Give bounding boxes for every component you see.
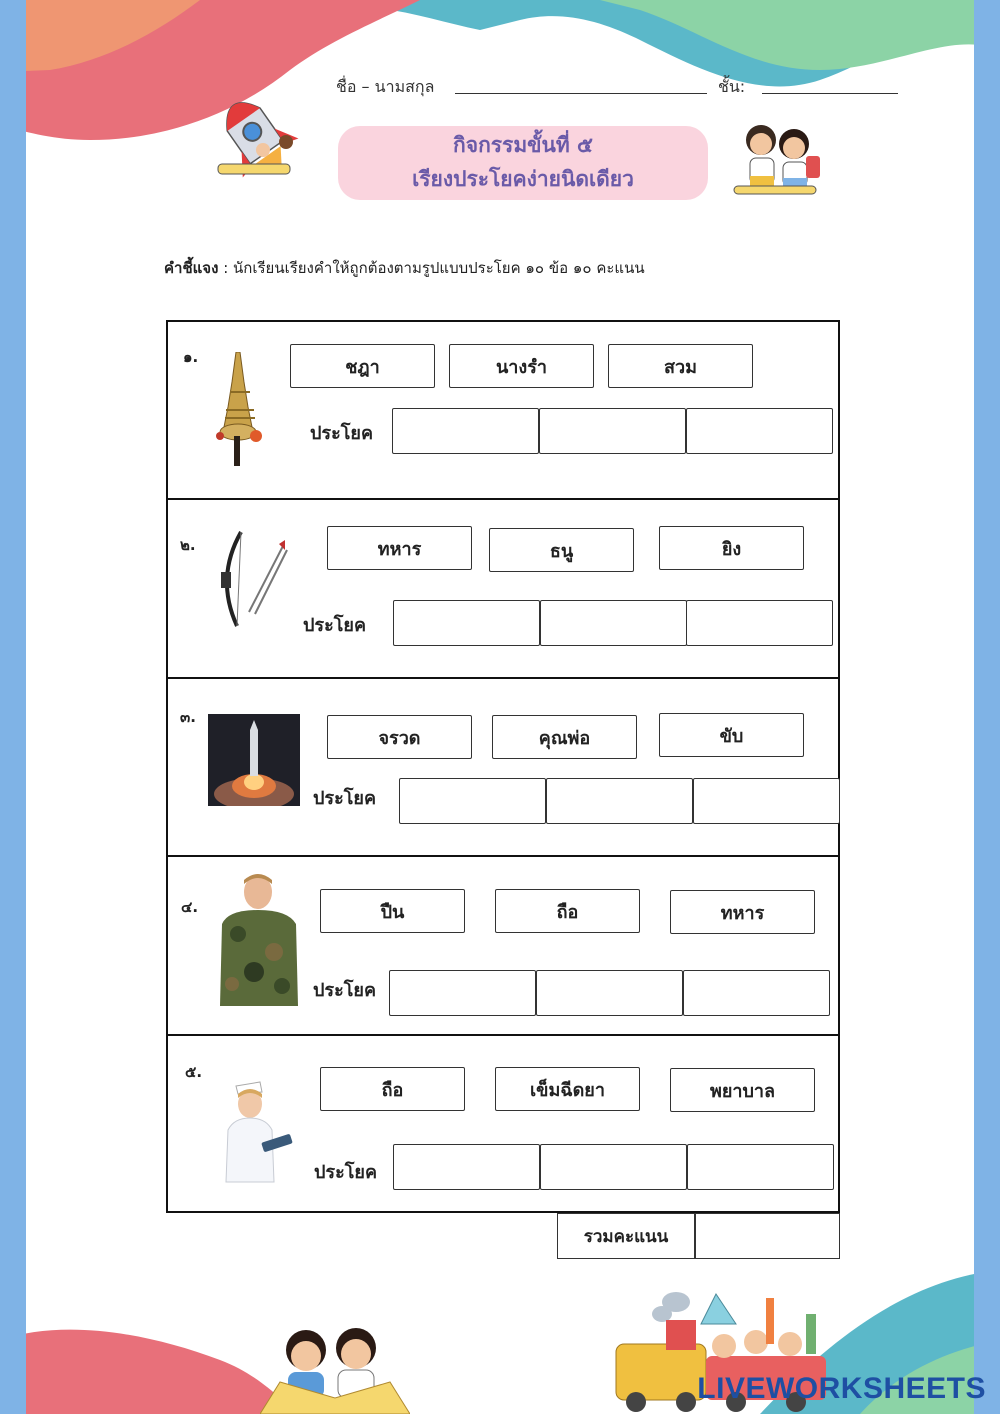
question-number: ๕. [185, 1063, 203, 1081]
row-divider [166, 677, 840, 679]
instructions [164, 256, 645, 280]
word-card[interactable]: ทหาร [327, 526, 472, 570]
question-number: ๒. [180, 536, 196, 554]
sentence-label: ประโยค [314, 1162, 378, 1183]
answer-slot[interactable] [399, 778, 546, 824]
answer-slot[interactable] [546, 778, 693, 824]
word-card[interactable]: เข็มฉีดยา [495, 1067, 640, 1111]
question-number: ๔. [181, 898, 199, 916]
class-label: ชั้น: [718, 77, 746, 96]
word-card[interactable]: นางรำ [449, 344, 594, 388]
nurse-icon [222, 1080, 298, 1184]
word-card[interactable]: คุณพ่อ [492, 715, 637, 759]
activity-title: กิจกรรมขั้นที่ ๕ [453, 133, 593, 158]
word-card[interactable]: ขับ [659, 713, 804, 757]
word-card[interactable]: พยาบาล [670, 1068, 815, 1112]
row-divider [166, 498, 840, 500]
name-line [455, 92, 707, 94]
answer-slot[interactable] [687, 1144, 834, 1190]
answer-slot[interactable] [693, 778, 840, 824]
question-number: ๑. [183, 348, 199, 366]
answer-slot[interactable] [686, 408, 833, 454]
word-card[interactable]: ยิง [659, 526, 804, 570]
bow-arrow-icon [205, 530, 289, 630]
answer-slot[interactable] [389, 970, 536, 1016]
answer-slot[interactable] [539, 408, 686, 454]
answer-slot[interactable] [540, 1144, 687, 1190]
instructions-text: : นักเรียนเรียงคำให้ถูกต้องตามรูปแบบประโยค ๑๐ ข้อ ๑๐ คะแนน [218, 259, 645, 277]
right-side-bar [974, 0, 1000, 1414]
sentence-label: ประโยค [313, 980, 377, 1001]
sentence-label: ประโยค [313, 788, 377, 809]
word-card[interactable]: ปืน [320, 889, 465, 933]
answer-slot[interactable] [540, 600, 687, 646]
answer-slot[interactable] [683, 970, 830, 1016]
word-card[interactable]: จรวด [327, 715, 472, 759]
left-side-bar [0, 0, 26, 1414]
answer-slot[interactable] [393, 600, 540, 646]
activity-subtitle: เรียงประโยคง่ายนิดเดียว [412, 167, 634, 191]
rocket-kids-illustration [198, 80, 318, 190]
question-number: ๓. [180, 708, 196, 726]
row-divider [166, 1034, 840, 1036]
answer-slot[interactable] [686, 600, 833, 646]
sentence-label: ประโยค [310, 423, 374, 444]
name-label: ชื่อ – นามสกุล [336, 77, 435, 96]
children-illustration [728, 114, 828, 214]
total-score-field[interactable] [695, 1213, 840, 1259]
activity-title-box [338, 126, 708, 200]
word-card[interactable]: สวม [608, 344, 753, 388]
answer-slot[interactable] [392, 408, 539, 454]
rocket-launch-icon [208, 714, 300, 806]
instructions-lead: คำชี้แจง [164, 259, 219, 277]
answer-slot[interactable] [536, 970, 683, 1016]
sentence-label: ประโยค [303, 615, 367, 636]
word-card[interactable]: ถือ [495, 889, 640, 933]
chada-crown-icon [212, 352, 268, 468]
word-card[interactable]: ธนู [489, 528, 634, 572]
total-score-label: รวมคะแนน [557, 1213, 695, 1259]
answer-slot[interactable] [393, 1144, 540, 1190]
word-card[interactable]: ชฎา [290, 344, 435, 388]
liveworksheets-logo: LIVEWORKSHEETS [697, 1372, 986, 1405]
class-line [762, 92, 898, 94]
row-divider [166, 855, 840, 857]
soldier-icon [218, 872, 300, 1008]
word-card[interactable]: ทหาร [670, 890, 815, 934]
kids-reading-illustration [260, 1318, 410, 1414]
word-card[interactable]: ถือ [320, 1067, 465, 1111]
